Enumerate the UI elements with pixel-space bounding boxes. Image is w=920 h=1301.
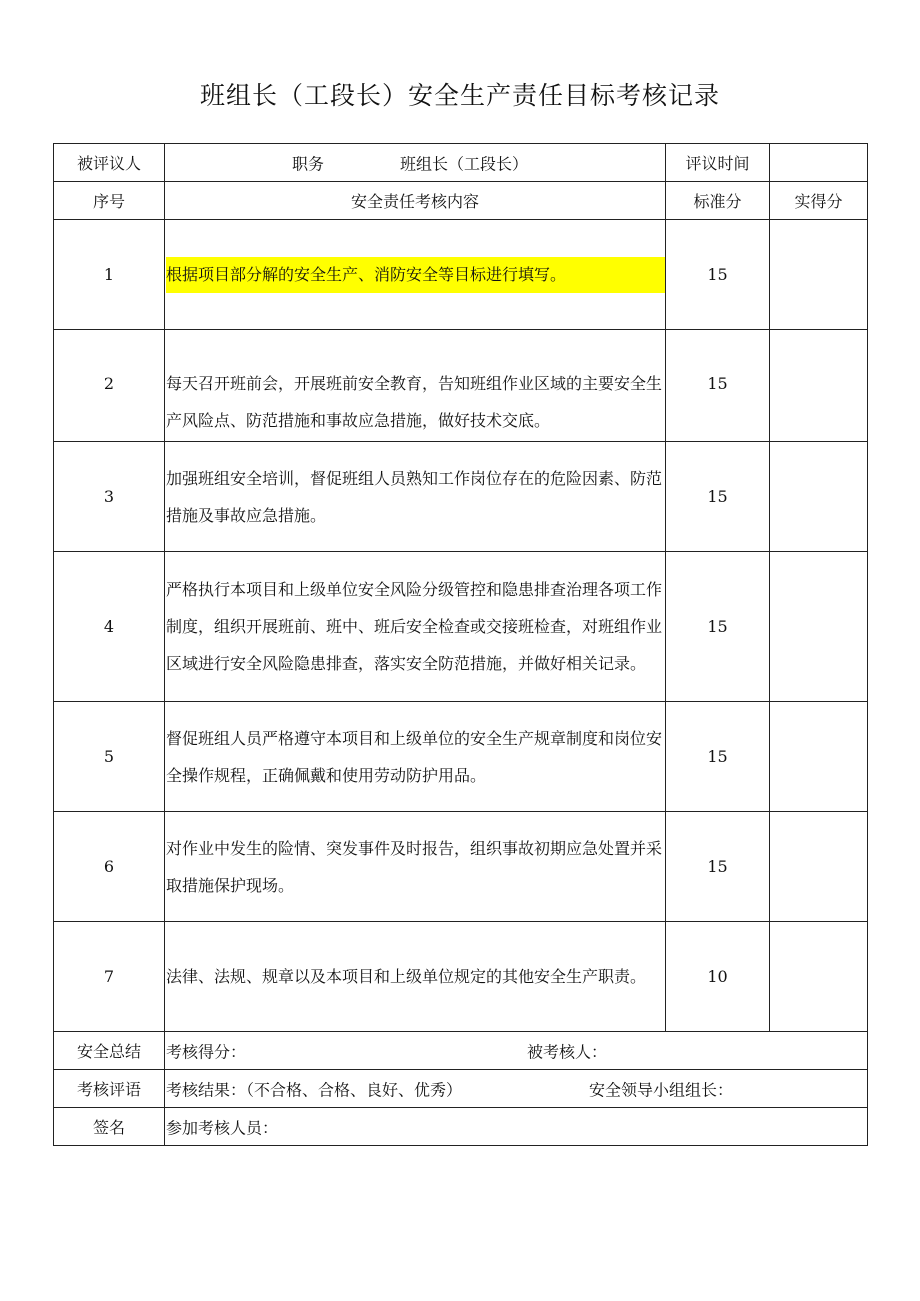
actual-score-header: 实得分 [770,182,868,220]
eval-time-label: 评议时间 [666,144,770,182]
table-row [54,330,868,442]
row-std-score: 15 [666,812,770,922]
table-row [54,220,868,330]
row-seq: 7 [54,922,165,1032]
table-row [54,922,868,1032]
row-actual-score[interactable] [770,922,868,1032]
footer-row-summary [54,1032,868,1070]
sign-label: 签名 [54,1108,165,1146]
footer-row-comment [54,1070,868,1108]
row-seq: 2 [54,330,165,442]
sign-cell[interactable] [165,1108,868,1146]
footer-row-sign [54,1108,868,1146]
table-row [54,552,868,702]
row-actual-score[interactable] [770,330,868,442]
table-row [54,702,868,812]
row-std-score: 15 [666,220,770,330]
row-actual-score[interactable] [770,552,868,702]
evaluated-person-label: 被考核人： [527,1042,608,1061]
row-seq: 1 [54,220,165,330]
header-row-evaluatee [54,144,868,182]
position-label: 职务 [292,154,325,173]
score-label: 考核得分： [166,1042,247,1061]
leader-label: 安全领导小组组长： [589,1080,734,1099]
std-score-header: 标准分 [666,182,770,220]
row-seq: 6 [54,812,165,922]
position-value: 班组长（工段长） [400,154,529,173]
row-content: 每天召开班前会，开展班前安全教育，告知班组作业区域的主要安全生产风险点、防范措施和事故应急措施，做好技术交底。 [165,330,666,442]
header-row-columns [54,182,868,220]
participants-label: 参加考核人员： [166,1118,279,1137]
row-actual-score[interactable] [770,812,868,922]
position-cell [165,144,666,182]
table-row [54,812,868,922]
summary-label: 安全总结 [54,1032,165,1070]
comment-label: 考核评语 [54,1070,165,1108]
row-content: 法律、法规、规章以及本项目和上级单位规定的其他安全生产职责。 [165,922,666,1032]
row-std-score: 15 [666,552,770,702]
row-content: 督促班组人员严格遵守本项目和上级单位的安全生产规章制度和岗位安全操作规程，正确佩戴和使用劳动防护用品。 [165,702,666,812]
row-content: 对作业中发生的险情、突发事件及时报告，组织事故初期应急处置并采取措施保护现场。 [165,812,666,922]
row-actual-score[interactable] [770,220,868,330]
row-std-score: 15 [666,702,770,812]
row-actual-score[interactable] [770,702,868,812]
highlighted-content: 根据项目部分解的安全生产、消防安全等目标进行填写。 [166,257,665,293]
assessment-table [53,143,868,1146]
table-row [54,442,868,552]
row-std-score: 15 [666,442,770,552]
seq-header: 序号 [54,182,165,220]
result-label: 考核结果：（不合格、合格、良好、优秀） [166,1080,463,1099]
summary-cell[interactable] [165,1032,868,1070]
row-seq: 3 [54,442,165,552]
row-content: 加强班组安全培训，督促班组人员熟知工作岗位存在的危险因素、防范措施及事故应急措施。 [165,442,666,552]
row-seq: 4 [54,552,165,702]
document-title: 班组长（工段长）安全生产责任目标考核记录 [199,81,720,110]
row-std-score: 10 [666,922,770,1032]
row-actual-score[interactable] [770,442,868,552]
evaluatee-label: 被评议人 [54,144,165,182]
content-header: 安全责任考核内容 [165,182,666,220]
row-content [165,220,666,330]
row-seq: 5 [54,702,165,812]
row-content: 严格执行本项目和上级单位安全风险分级管控和隐患排查治理各项工作制度，组织开展班前、班中、班后安全检查或交接班检查，对班组作业区域进行安全风险隐患排查，落实安全防范措施，并做好相关记录。 [165,552,666,702]
comment-cell[interactable] [165,1070,868,1108]
eval-time-value[interactable] [770,144,868,182]
row-std-score: 15 [666,330,770,442]
